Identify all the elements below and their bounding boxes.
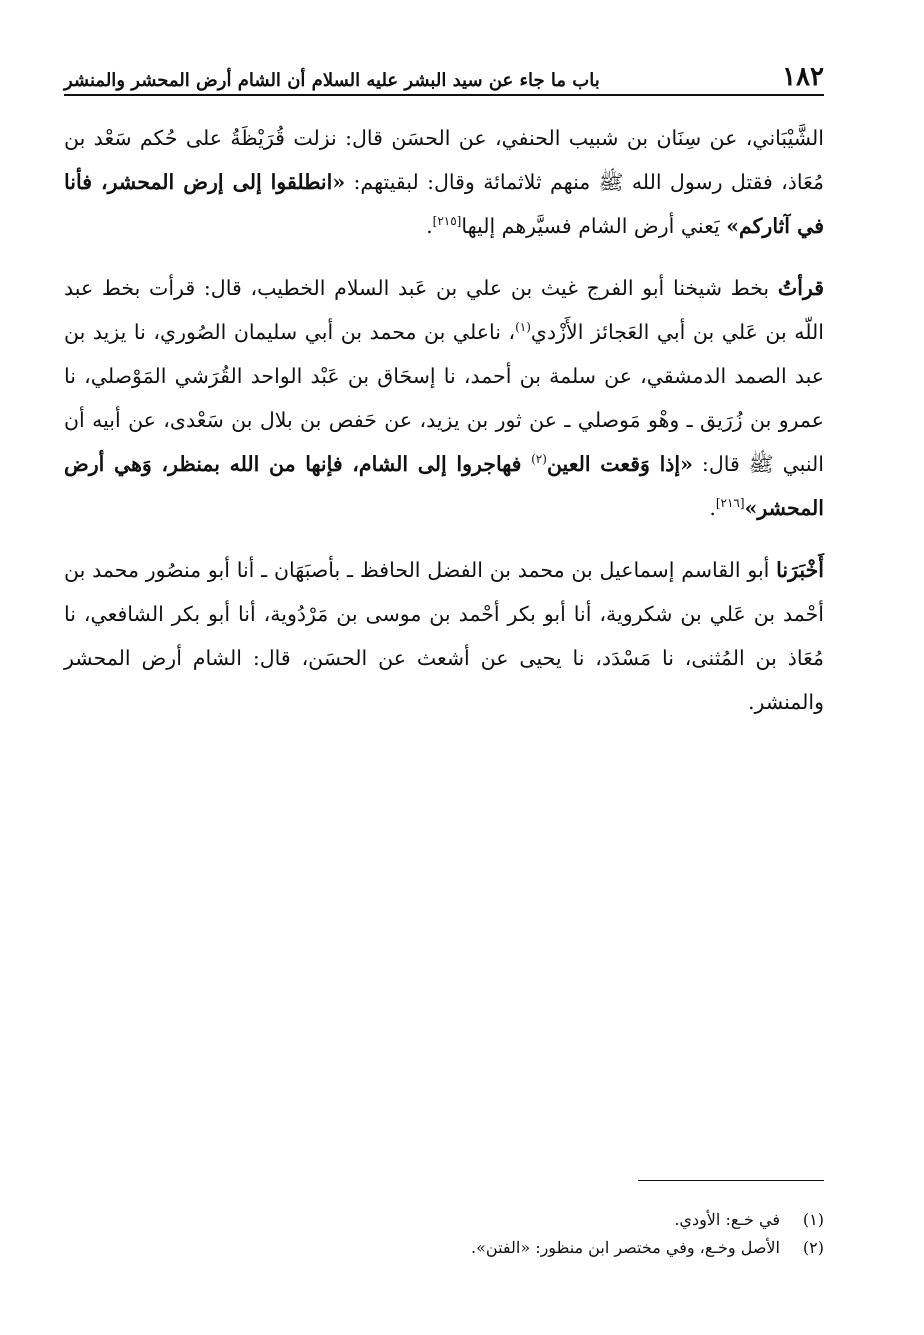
book-page bbox=[64, 56, 824, 1306]
period: . bbox=[426, 214, 433, 238]
main-text bbox=[64, 116, 824, 724]
paragraph-lead-word: قرأتُ bbox=[777, 276, 824, 300]
paragraph-lead-word: أَخْبَرَنا bbox=[776, 558, 824, 582]
footnote-item bbox=[64, 1234, 824, 1262]
narration-text: الشَّيْبَاني، عن سِنَان بن شبيب الحنفي، عن الحسَن قال: نزلت قُرَيْظَةُ على حُكم سَعْد بن مُعَاذ، فقتل رسول الله ﷺ منهم ثلاثمائة وقال: لبقيتهم: bbox=[64, 126, 824, 194]
hadith-quote: «إذا وَقعت العين bbox=[546, 452, 693, 476]
reference-number: [٢١٦] bbox=[715, 496, 745, 511]
period: . bbox=[709, 496, 716, 520]
paragraph-3 bbox=[64, 548, 824, 724]
footnote-marker[interactable]: (٢) bbox=[531, 452, 547, 467]
page-number: ١٨٢ bbox=[782, 62, 824, 92]
reference-number: [٢١٥] bbox=[432, 214, 462, 229]
footnotes bbox=[64, 1206, 824, 1262]
footnote-number: (١) bbox=[802, 1210, 824, 1229]
footnote-text: الأصل وخـع، وفي مختصر ابن منظور: «الفتن». bbox=[471, 1238, 780, 1257]
narration-text: يَعني أرض الشام فسيَّرهم إليها bbox=[461, 214, 727, 238]
footnotes-divider bbox=[638, 1180, 824, 1181]
running-header bbox=[64, 56, 824, 96]
paragraph-2 bbox=[64, 266, 824, 530]
narration-text: أبو القاسم إسماعيل بن محمد بن الفضل الحافظ ـ بأصبَهَان ـ أنا أبو منصُور محمد بن أحْمد بن عَلي بن شكروية، أنا أبو بكر أحْمد بن موسى بن مَرْدُوية، أنا أبو بكر الشافعي، نا مُعَاذ بن المُثنى، نا مَسْدَد، نا يحيى عن أشعث عن الحسَن، قال: الشام أرض المحشر والمنشر. bbox=[64, 558, 824, 714]
paragraph-1 bbox=[64, 116, 824, 248]
narration-text: بخط شيخنا أبو الفرج غيث بن علي بن عَبد السلام الخطيب، قال: قرأت بخط عبد اللّه بن عَلي بن أبي العَجائز الأَزْدي bbox=[64, 276, 824, 344]
hadith-quote: فهاجروا إلى الشام، فإنها من الله بمنظر، وَهي أرض المحشر» bbox=[64, 452, 824, 520]
footnote-marker[interactable]: (١) bbox=[515, 320, 531, 335]
chapter-title: باب ما جاء عن سيد البشر عليه السلام أن الشام أرض المحشر والمنشر bbox=[64, 70, 600, 91]
footnote-text: في خـع: الأودي. bbox=[674, 1210, 780, 1229]
hadith-quote: «انطلقوا إلى إرض المحشر، فأنا في آثاركم» bbox=[64, 170, 824, 238]
narration-text: ، ناعلي بن محمد بن أبي سليمان الصُوري، نا يزيد بن عبد الصمد الدمشقي، عن سلمة بن أحمد، نا إسحَاق بن عَبْد الواحد القُرَشي المَوْصلي، نا عمرو بن زُرَيق ـ وهْو مَوصلي ـ عن ثور بن يزيد، عن حَفص بن بلال بن سَعْدى، عن أبيه أن النبي ﷺ قال: bbox=[64, 320, 824, 476]
footnote-number: (٢) bbox=[802, 1238, 824, 1257]
footnote-item bbox=[64, 1206, 824, 1234]
